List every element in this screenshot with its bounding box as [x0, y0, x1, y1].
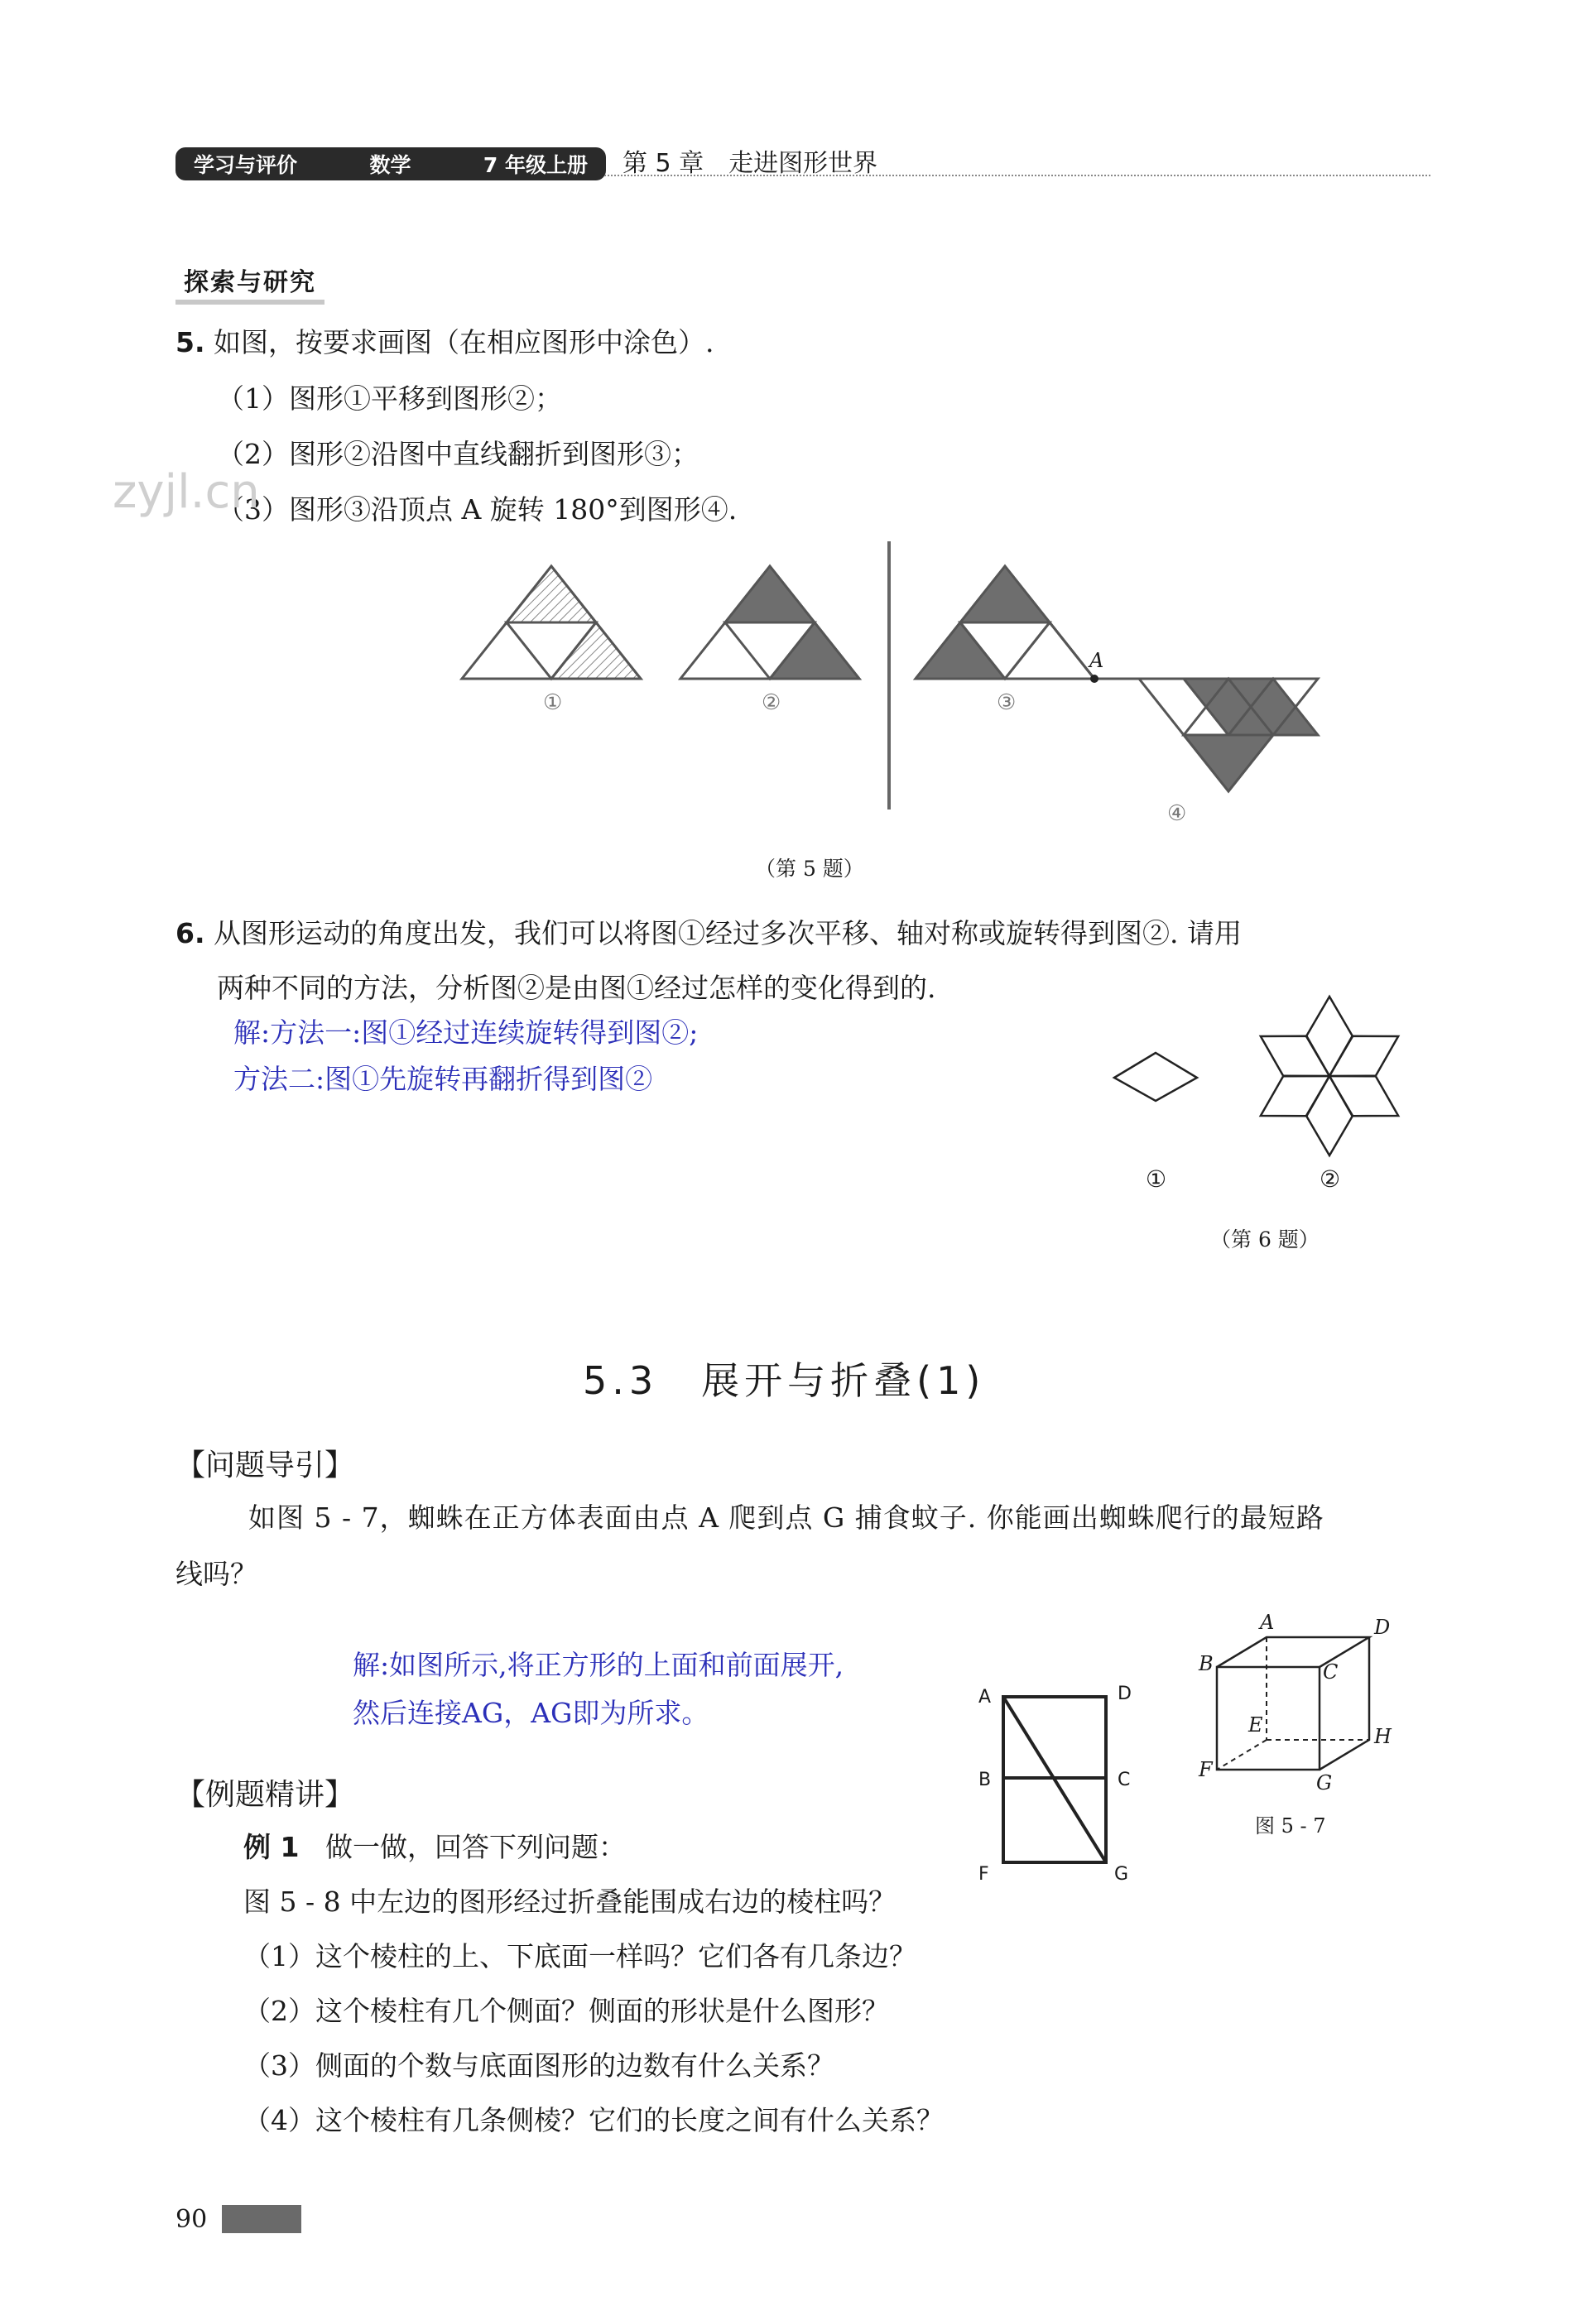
cube-label-h: H: [1374, 1725, 1392, 1748]
q6-caption: （第 6 题）: [1210, 1227, 1320, 1251]
cube-label-b: B: [1199, 1652, 1214, 1675]
guide-heading: 【问题导引】: [175, 1448, 355, 1482]
q5-part-1: （1）图形①平移到图形②；: [217, 382, 562, 415]
q5-caption: （第 5 题）: [755, 857, 864, 881]
cube-top-edges: [1217, 1637, 1369, 1667]
q6-label-1: ①: [1146, 1165, 1167, 1193]
q5-label-1: ①: [543, 690, 563, 715]
q6-number: 6.: [175, 917, 205, 949]
cube-label-g: G: [1316, 1771, 1333, 1794]
q5-label-4: ④: [1167, 801, 1187, 826]
header-grade: 7 年级上册: [483, 153, 588, 177]
example-question-3: （3）侧面的个数与底面图形的边数有什么关系？: [243, 2049, 834, 2082]
example-title-line: [243, 1829, 626, 1866]
q6-label-2: ②: [1320, 1165, 1341, 1193]
q5-text: 如图，按要求画图（在相应图形中涂色）.: [214, 326, 714, 358]
section-tag: 探索与研究: [175, 260, 324, 305]
example-title: 例 1: [243, 1831, 300, 1863]
example-text: 图 5 - 8 中左边的图形经过折叠能围成右边的棱柱吗？: [243, 1886, 897, 1918]
q6-text-line2: 两种不同的方法，分析图②是由图①经过怎样的变化得到的.: [217, 972, 936, 1004]
cube-label-a: A: [1260, 1611, 1275, 1634]
guide-net-label-a: A: [978, 1687, 992, 1708]
guide-net-label-d: D: [1118, 1684, 1132, 1704]
section-title: 5.3 展开与折叠(1): [583, 1358, 986, 1403]
q5-point-a-label: A: [1089, 649, 1104, 672]
q5-label-3: ③: [997, 690, 1017, 715]
cube-label-c: C: [1323, 1660, 1339, 1684]
q6-text-line1: 从图形运动的角度出发，我们可以将图①经过多次平移、轴对称或旋转得到图②. 请用: [214, 917, 1242, 949]
example-question-4: （4）这个棱柱有几条侧棱？它们的长度之间有什么关系？: [243, 2104, 944, 2136]
q6-answer-line2: 方法二:图①先旋转再翻折得到图②: [233, 1063, 653, 1095]
q5-number: 5.: [175, 326, 205, 358]
cube-right-edges: [1320, 1637, 1369, 1770]
cube-label-d: D: [1374, 1616, 1391, 1639]
example-intro: 做一做，回答下列问题：: [324, 1831, 626, 1863]
guide-net-label-c: C: [1118, 1770, 1131, 1790]
guide-text-line1: 如图 5 - 7，蜘蛛在正方体表面由点 A 爬到点 G 捕食蚊子. 你能画出蜘蛛爬行的最短路: [248, 1501, 1324, 1534]
watermark: zyjl.cn: [113, 465, 260, 519]
q6-answer-line1: 解:方法一:图①经过连续旋转得到图②;: [233, 1016, 699, 1049]
cube-label-f: F: [1199, 1758, 1213, 1781]
q5-part-3: （3）图形③沿顶点 A 旋转 180°到图形④.: [217, 493, 738, 526]
cube-front-face: [1217, 1667, 1320, 1770]
guide-net-label-f: F: [978, 1864, 989, 1885]
example-question-2: （2）这个棱柱有几个侧面？侧面的形状是什么图形？: [243, 1995, 889, 2027]
cube-hidden-edge-ef: [1217, 1740, 1267, 1770]
example-heading: 【例题精讲】: [175, 1778, 355, 1812]
guide-answer-line2: 然后连接AG，AG即为所求。: [353, 1697, 709, 1729]
guide-answer-line1: 解:如图所示,将正方形的上面和前面展开,: [353, 1649, 844, 1681]
q5-label-2: ②: [762, 690, 781, 715]
header-chapter: 第 5 章 走进图形世界: [623, 149, 878, 178]
page-number-bar: [222, 2205, 301, 2233]
cube-label-e: E: [1248, 1713, 1263, 1737]
example-question-1: （1）这个棱柱的上、下底面一样吗？它们各有几条边？: [243, 1940, 916, 1972]
header-book-title: 学习与评价: [194, 153, 298, 177]
page-number: 90: [175, 2205, 208, 2234]
header-subject: 数学: [369, 153, 411, 177]
guide-net-label-b: B: [978, 1770, 992, 1790]
cube-caption: 图 5 - 7: [1255, 1814, 1326, 1838]
guide-text-line2: 线吗？: [175, 1558, 257, 1590]
guide-net-label-g: G: [1114, 1864, 1129, 1885]
q5-part-2: （2）图形②沿图中直线翻折到图形③；: [217, 438, 699, 470]
